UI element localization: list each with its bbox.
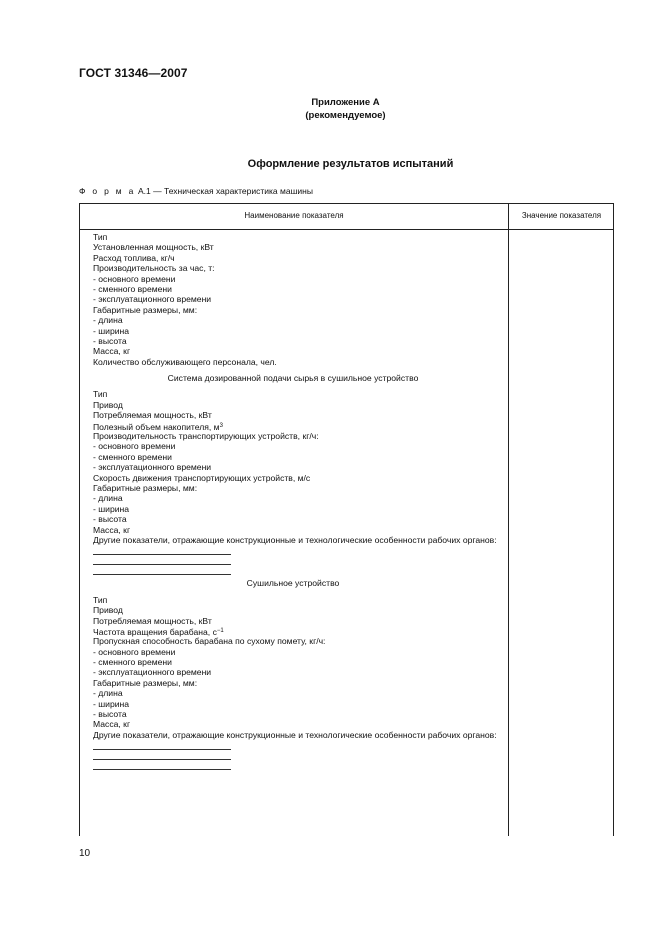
parameter-label: - основного времени — [93, 646, 176, 657]
parameter-label: Частота вращения барабана, с — [93, 626, 217, 637]
parameter-label: Установленная мощность, кВт — [93, 242, 214, 253]
parameter-label: Полезный объем накопителя, м — [93, 421, 220, 432]
parameter-label: - высота — [93, 514, 127, 525]
blank-line — [93, 740, 231, 750]
parameter-label: - основного времени — [93, 273, 176, 284]
parameter-line — [93, 647, 503, 657]
page-number: 10 — [79, 848, 91, 859]
parameter-label: - эксплуатационного времени — [93, 667, 212, 678]
parameter-line — [93, 294, 503, 304]
dosing-section-title: Система дозированной подачи сырья в сушильное устройство — [167, 373, 419, 384]
blank-line — [93, 555, 231, 565]
blank-line — [93, 565, 231, 575]
parameter-line — [93, 410, 503, 420]
parameter-line — [93, 389, 503, 399]
parameter-line — [93, 441, 503, 451]
dosing-parameters-list — [93, 389, 503, 534]
parameter-line — [93, 688, 503, 698]
parameter-label: Расход топлива, кг/ч — [93, 252, 175, 263]
parameter-line — [93, 315, 503, 325]
parameter-line — [93, 626, 503, 636]
column-header-name: Наименование показателя — [244, 211, 344, 220]
parameter-line — [93, 253, 503, 263]
dryer-blank-lines — [93, 740, 503, 770]
section-title: Оформление результатов испытаний — [247, 158, 454, 170]
parameter-line — [93, 483, 503, 493]
form-caption-text: — Техническая характеристика машины — [153, 186, 313, 196]
dryer-other-parameters: Другие показатели, отражающие конструкционные и технологические особенности рабочих органов: — [93, 729, 497, 740]
parameter-line — [93, 357, 503, 367]
parameter-label: Привод — [93, 605, 123, 616]
blank-line — [93, 750, 231, 760]
parameter-label: Потребляемая мощность, кВт — [93, 615, 212, 626]
document-header: ГОСТ 31346—2007 — [79, 66, 188, 80]
form-label: Ф о р м а — [79, 186, 136, 196]
parameter-line — [93, 305, 503, 315]
parameter-label: Габаритные размеры, мм: — [93, 304, 198, 315]
parameter-label: - сменного времени — [93, 451, 172, 462]
parameter-line — [93, 678, 503, 688]
machine-parameters-list — [93, 232, 503, 367]
parameter-label: - высота — [93, 335, 127, 346]
parameter-line — [93, 493, 503, 503]
blank-line — [93, 545, 231, 555]
parameter-label: Тип — [93, 389, 108, 400]
parameter-label: Производительность за час, т: — [93, 263, 215, 274]
parameter-line — [93, 709, 503, 719]
parameter-line — [93, 595, 503, 605]
parameter-label: - ширина — [93, 698, 130, 709]
parameter-line — [93, 473, 503, 483]
parameter-label: - эксплуатационного времени — [93, 294, 212, 305]
parameter-label: - основного времени — [93, 441, 176, 452]
parameter-line — [93, 525, 503, 535]
parameter-label: Привод — [93, 399, 123, 410]
dosing-blank-lines — [93, 545, 503, 575]
parameter-line — [93, 504, 503, 514]
dryer-section-title: Сушильное устройство — [246, 578, 340, 589]
appendix-subtitle: (рекомендуемое) — [305, 110, 386, 121]
parameter-label: Масса, кг — [93, 346, 131, 357]
parameter-label: - ширина — [93, 503, 130, 514]
parameter-label: Масса, кг — [93, 524, 131, 535]
unit-exponent: −1 — [216, 627, 224, 634]
parameter-line — [93, 284, 503, 294]
table-body — [93, 232, 503, 770]
parameter-label: - ширина — [93, 325, 130, 336]
dosing-other-parameters: Другие показатели, отражающие конструкционные и технологические особенности рабочих органов: — [93, 534, 497, 545]
parameter-line — [93, 605, 503, 615]
parameter-line — [93, 452, 503, 462]
parameter-line — [93, 326, 503, 336]
parameter-line — [93, 421, 503, 431]
parameter-line — [93, 699, 503, 709]
parameter-line — [93, 263, 503, 273]
parameter-label: - высота — [93, 709, 127, 720]
parameter-label: - длина — [93, 315, 123, 326]
table-header-row — [80, 204, 613, 230]
parameter-label: Потребляемая мощность, кВт — [93, 410, 212, 421]
parameter-label: Тип — [93, 594, 108, 605]
parameter-line — [93, 616, 503, 626]
parameter-line — [93, 274, 503, 284]
parameter-label: Количество обслуживающего персонала, чел. — [93, 356, 277, 367]
parameter-label: - сменного времени — [93, 657, 172, 668]
parameter-label: Габаритные размеры, мм: — [93, 482, 198, 493]
parameter-line — [93, 242, 503, 252]
parameter-line — [93, 719, 503, 729]
parameter-label: - эксплуатационного времени — [93, 462, 212, 473]
parameter-line — [93, 636, 503, 646]
unit-exponent: 3 — [219, 422, 223, 429]
parameter-line — [93, 514, 503, 524]
parameter-line — [93, 400, 503, 410]
parameter-label: Масса, кг — [93, 719, 131, 730]
column-divider — [508, 204, 509, 836]
parameter-label: Тип — [93, 232, 108, 242]
parameter-line — [93, 462, 503, 472]
parameter-label: Скорость движения транспортирующих устройств, м/с — [93, 472, 311, 483]
blank-line — [93, 760, 231, 770]
parameter-label: - длина — [93, 688, 123, 699]
dryer-parameters-list — [93, 595, 503, 730]
form-number: А.1 — [138, 186, 151, 196]
parameter-label: - сменного времени — [93, 283, 172, 294]
column-header-value: Значение показателя — [521, 211, 602, 220]
parameter-line — [93, 657, 503, 667]
form-caption — [79, 186, 313, 196]
parameter-label: Пропускная способность барабана по сухому помету, кг/ч: — [93, 636, 326, 647]
parameter-label: Производительность транспортирующих устройств, кг/ч: — [93, 431, 319, 442]
parameter-label: Габаритные размеры, мм: — [93, 677, 198, 688]
parameter-line — [93, 667, 503, 677]
parameter-line — [93, 232, 503, 242]
parameter-line — [93, 346, 503, 356]
appendix-title: Приложение А — [311, 97, 380, 108]
parameter-line — [93, 336, 503, 346]
parameter-line — [93, 431, 503, 441]
parameter-label: - длина — [93, 493, 123, 504]
appendix-heading — [0, 96, 661, 122]
